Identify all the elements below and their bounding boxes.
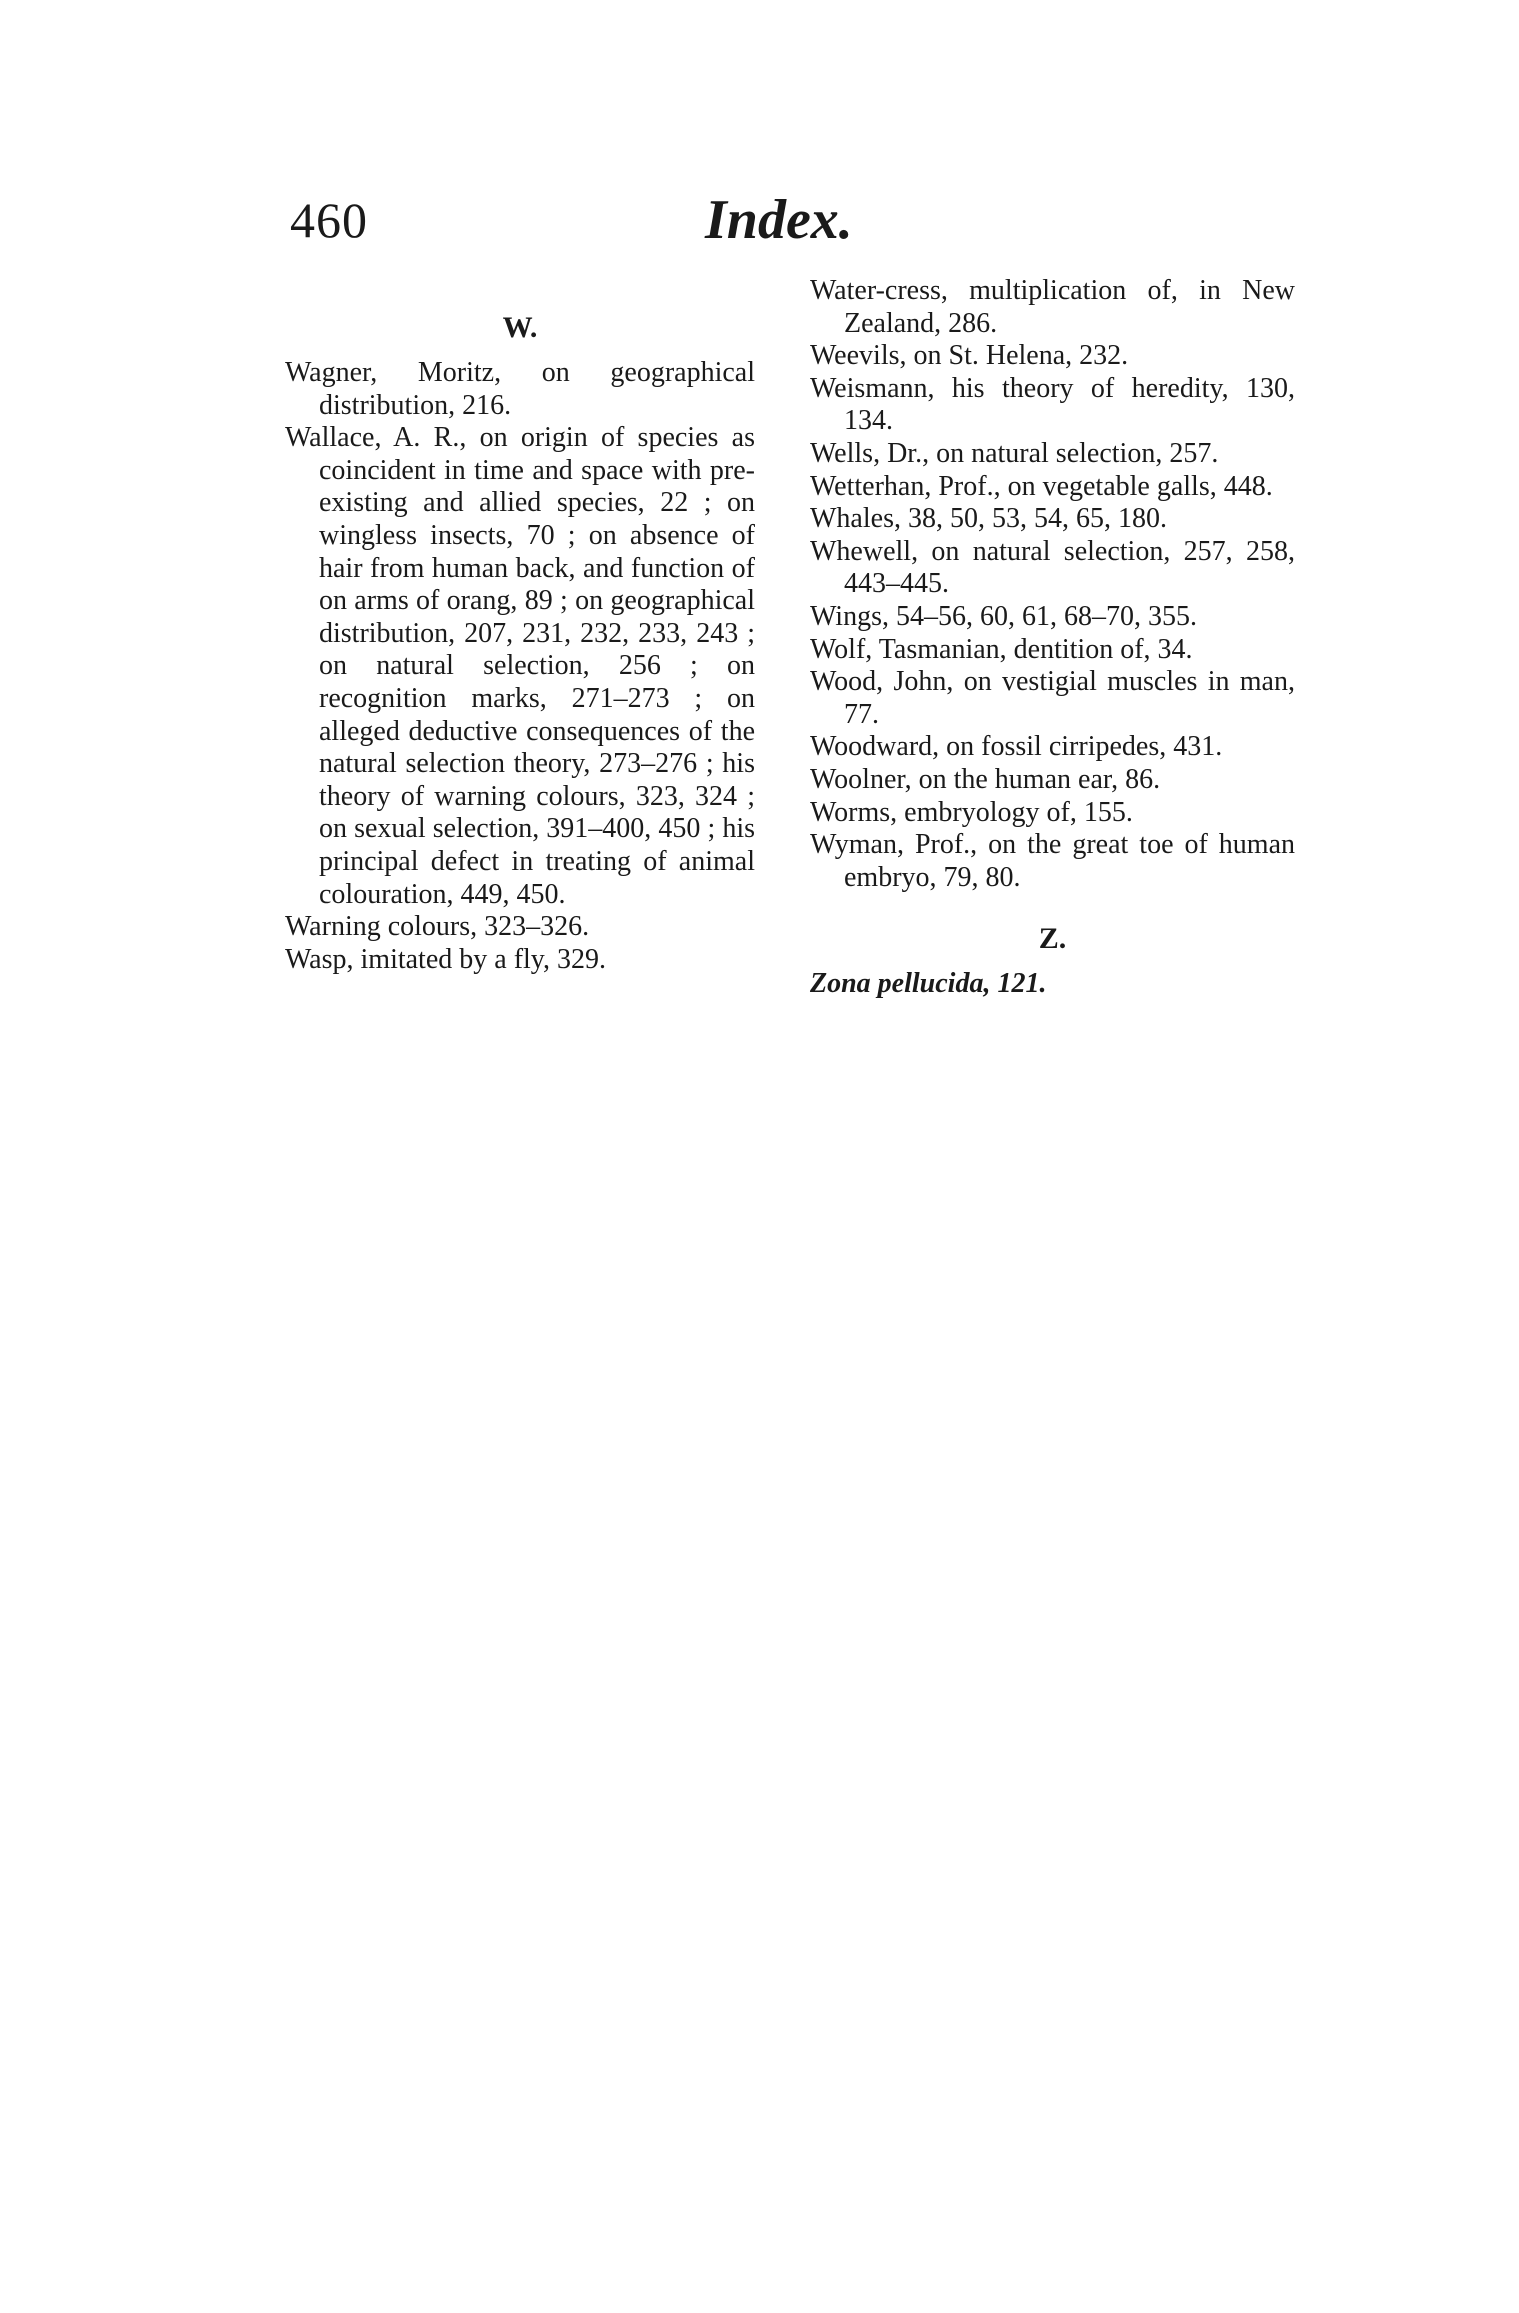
- index-entry: Wasp, imitated by a fly, 329.: [285, 943, 606, 975]
- index-entry: Wagner, Moritz, on geographical distribution, 216.: [285, 357, 755, 421]
- index-entry: Zona pellucida, 121.: [810, 968, 1047, 1000]
- index-entry: Weevils, on St. Helena, 232.: [810, 340, 1129, 372]
- page-number: 460: [290, 192, 368, 248]
- index-entry: Whales, 38, 50, 53, 54, 65, 180.: [810, 503, 1167, 535]
- section-letter-z: Z.: [1038, 922, 1067, 956]
- index-entry: Warning colours, 323–326.: [285, 911, 590, 943]
- left-column: [285, 275, 755, 976]
- index-entry: Wings, 54–56, 60, 61, 68–70, 355.: [810, 600, 1197, 632]
- index-entry: Wolf, Tasmanian, dentition of, 34.: [810, 633, 1193, 665]
- index-entry: Whewell, on natural selection, 257, 258, 443–445.: [810, 535, 1295, 600]
- index-entry: Wallace, A. R., on origin of species as coincident in time and space with pre-existing and allied species, 22 ; on wingless insects, 70 ; on absence of hair from human back, and function of on arms of orang, 89 ; on geographical distribution, 207, 231, 232, 233, 243 ; on natural selection, 256 ; on recognition marks, 271–273 ; on alleged deductive consequences of the natural selection theory, 273–276 ; his theory of warning colours, 323, 324 ; on sexual selection, 391–400, 450 ; his principal defect in treating of animal colouration, 449, 450.: [285, 422, 755, 910]
- right-column: [810, 275, 1295, 1001]
- running-head: Index.: [705, 189, 853, 251]
- index-entry: Water-cress, multiplication of, in New Zealand, 286.: [810, 275, 1295, 339]
- section-letter-w: W.: [502, 311, 538, 344]
- index-entry: Worms, embryology of, 155.: [810, 796, 1133, 828]
- index-entry: Wyman, Prof., on the great toe of human embryo, 79, 80.: [810, 829, 1295, 893]
- index-entry: Weismann, his theory of heredity, 130, 134.: [810, 372, 1295, 437]
- index-entry: Wetterhan, Prof., on vegetable galls, 448.: [810, 470, 1273, 502]
- index-entry: Wells, Dr., on natural selection, 257.: [810, 437, 1219, 469]
- index-entry: Woodward, on fossil cirripedes, 431.: [810, 731, 1223, 763]
- index-entry: Wood, John, on vestigial muscles in man, 77.: [810, 666, 1295, 730]
- index-entry: Woolner, on the human ear, 86.: [810, 763, 1161, 795]
